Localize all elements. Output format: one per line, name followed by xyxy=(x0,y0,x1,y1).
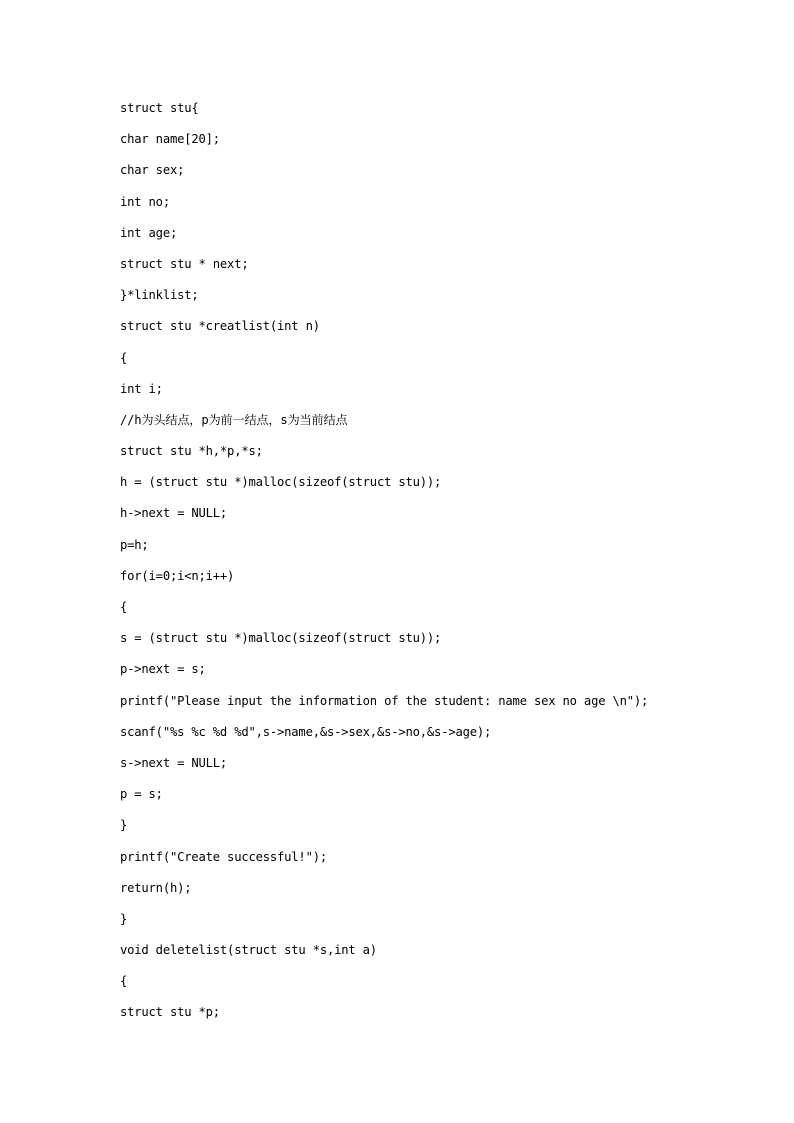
code-line: p->next = s; xyxy=(120,662,206,677)
code-line: }*linklist; xyxy=(120,288,199,303)
code-line: h->next = NULL; xyxy=(120,506,228,521)
code-line: { xyxy=(120,974,128,989)
code-line: } xyxy=(120,911,128,926)
code-comment-line: //h为头结点，p为前一结点，s为当前结点 xyxy=(120,412,348,427)
code-line: int no; xyxy=(120,194,170,209)
code-line: struct stu * next; xyxy=(120,256,249,271)
code-line: struct stu *p; xyxy=(120,1005,220,1020)
code-line: int i; xyxy=(120,381,163,396)
code-line: struct stu *creatlist(int n) xyxy=(120,319,320,334)
code-listing xyxy=(120,98,648,1034)
code-line: printf("Create successful!"); xyxy=(120,849,327,864)
code-line: } xyxy=(120,818,128,833)
code-line: void deletelist(struct stu *s,int a) xyxy=(120,943,377,958)
code-line: { xyxy=(120,600,128,614)
code-line: char name[20]; xyxy=(120,132,220,147)
code-line: struct stu *h,*p,*s; xyxy=(120,444,263,459)
code-line: scanf("%s %c %d %d",s->name,&s->sex,&s->no,&s->age); xyxy=(120,724,492,739)
code-line: struct stu{ xyxy=(120,101,199,115)
code-line: s->next = NULL; xyxy=(120,755,228,770)
code-line: p = s; xyxy=(120,787,163,802)
code-line: h = (struct stu *)malloc(sizeof(struct stu)); xyxy=(120,475,442,490)
code-line: { xyxy=(120,350,128,365)
code-line: for(i=0;i<n;i++) xyxy=(120,568,235,583)
code-line: printf("Please input the information of the student: name sex no age \n"); xyxy=(120,693,649,708)
code-line: int age; xyxy=(120,225,178,240)
code-line: p=h; xyxy=(120,537,149,552)
code-line: return(h); xyxy=(120,880,192,895)
code-line: char sex; xyxy=(120,163,185,178)
code-line: s = (struct stu *)malloc(sizeof(struct stu)); xyxy=(120,631,442,646)
